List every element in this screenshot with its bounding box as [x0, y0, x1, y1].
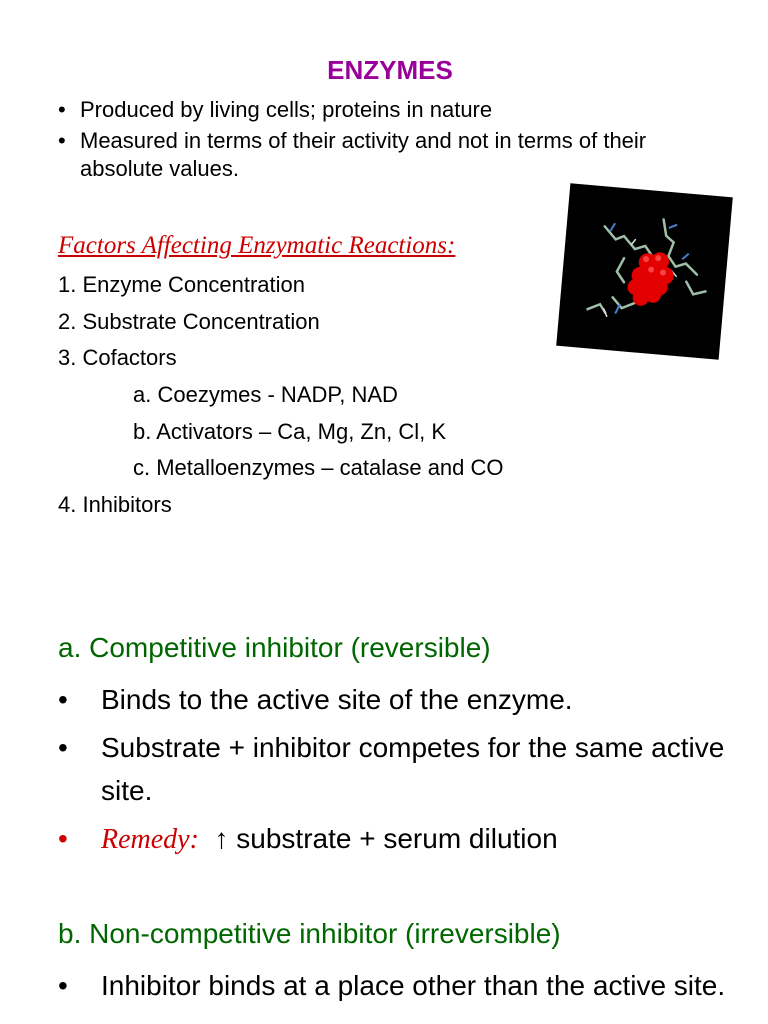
enzyme-molecule-icon	[556, 183, 733, 360]
remedy-label: Remedy:	[101, 824, 199, 855]
bullet-marker: •	[58, 732, 68, 763]
factor-subitem: a. Coezymes - NADP, NAD	[133, 382, 398, 407]
factor-subitem: b. Activators – Ca, Mg, Zn, Cl, K	[133, 419, 446, 444]
page-title: ENZYMES	[327, 55, 453, 85]
factor-item: 1. Enzyme Concentration	[58, 272, 306, 297]
list-item	[58, 726, 748, 812]
bullet-text: Binds to the active site of the enzyme.	[101, 684, 573, 715]
list-item	[58, 678, 748, 721]
factors-heading: Factors Affecting Enzymatic Reactions:	[58, 232, 456, 259]
remedy-text: ↑ substrate + serum dilution	[214, 823, 558, 854]
factor-item: 4. Inhibitors	[58, 492, 172, 517]
bullet-marker: •	[58, 823, 68, 854]
list-item	[58, 96, 718, 124]
competitive-heading: a. Competitive inhibitor (reversible)	[58, 632, 491, 663]
remedy-item	[58, 817, 748, 861]
noncompetitive-heading: b. Non-competitive inhibitor (irreversible)	[58, 918, 561, 949]
bullet-marker: •	[58, 97, 66, 122]
intro-bullets	[58, 96, 718, 186]
remedy-line	[101, 817, 748, 861]
list-item	[58, 964, 748, 1007]
list-item	[58, 127, 718, 183]
bullet-text: Measured in terms of their activity and not in terms of their absolute values.	[80, 128, 647, 181]
bullet-text: Substrate + inhibitor competes for the same active site.	[101, 732, 725, 806]
bullet-marker: •	[58, 970, 68, 1001]
bullet-marker: •	[58, 128, 66, 153]
factor-item: 2. Substrate Concentration	[58, 309, 320, 334]
factor-subitem: c. Metalloenzymes – catalase and CO	[133, 455, 504, 480]
bullet-marker: •	[58, 684, 68, 715]
bullet-text: Produced by living cells; proteins in nature	[80, 97, 493, 122]
factor-item: 3. Cofactors	[58, 345, 177, 370]
bullet-text: Inhibitor binds at a place other than the active site.	[101, 970, 726, 1001]
